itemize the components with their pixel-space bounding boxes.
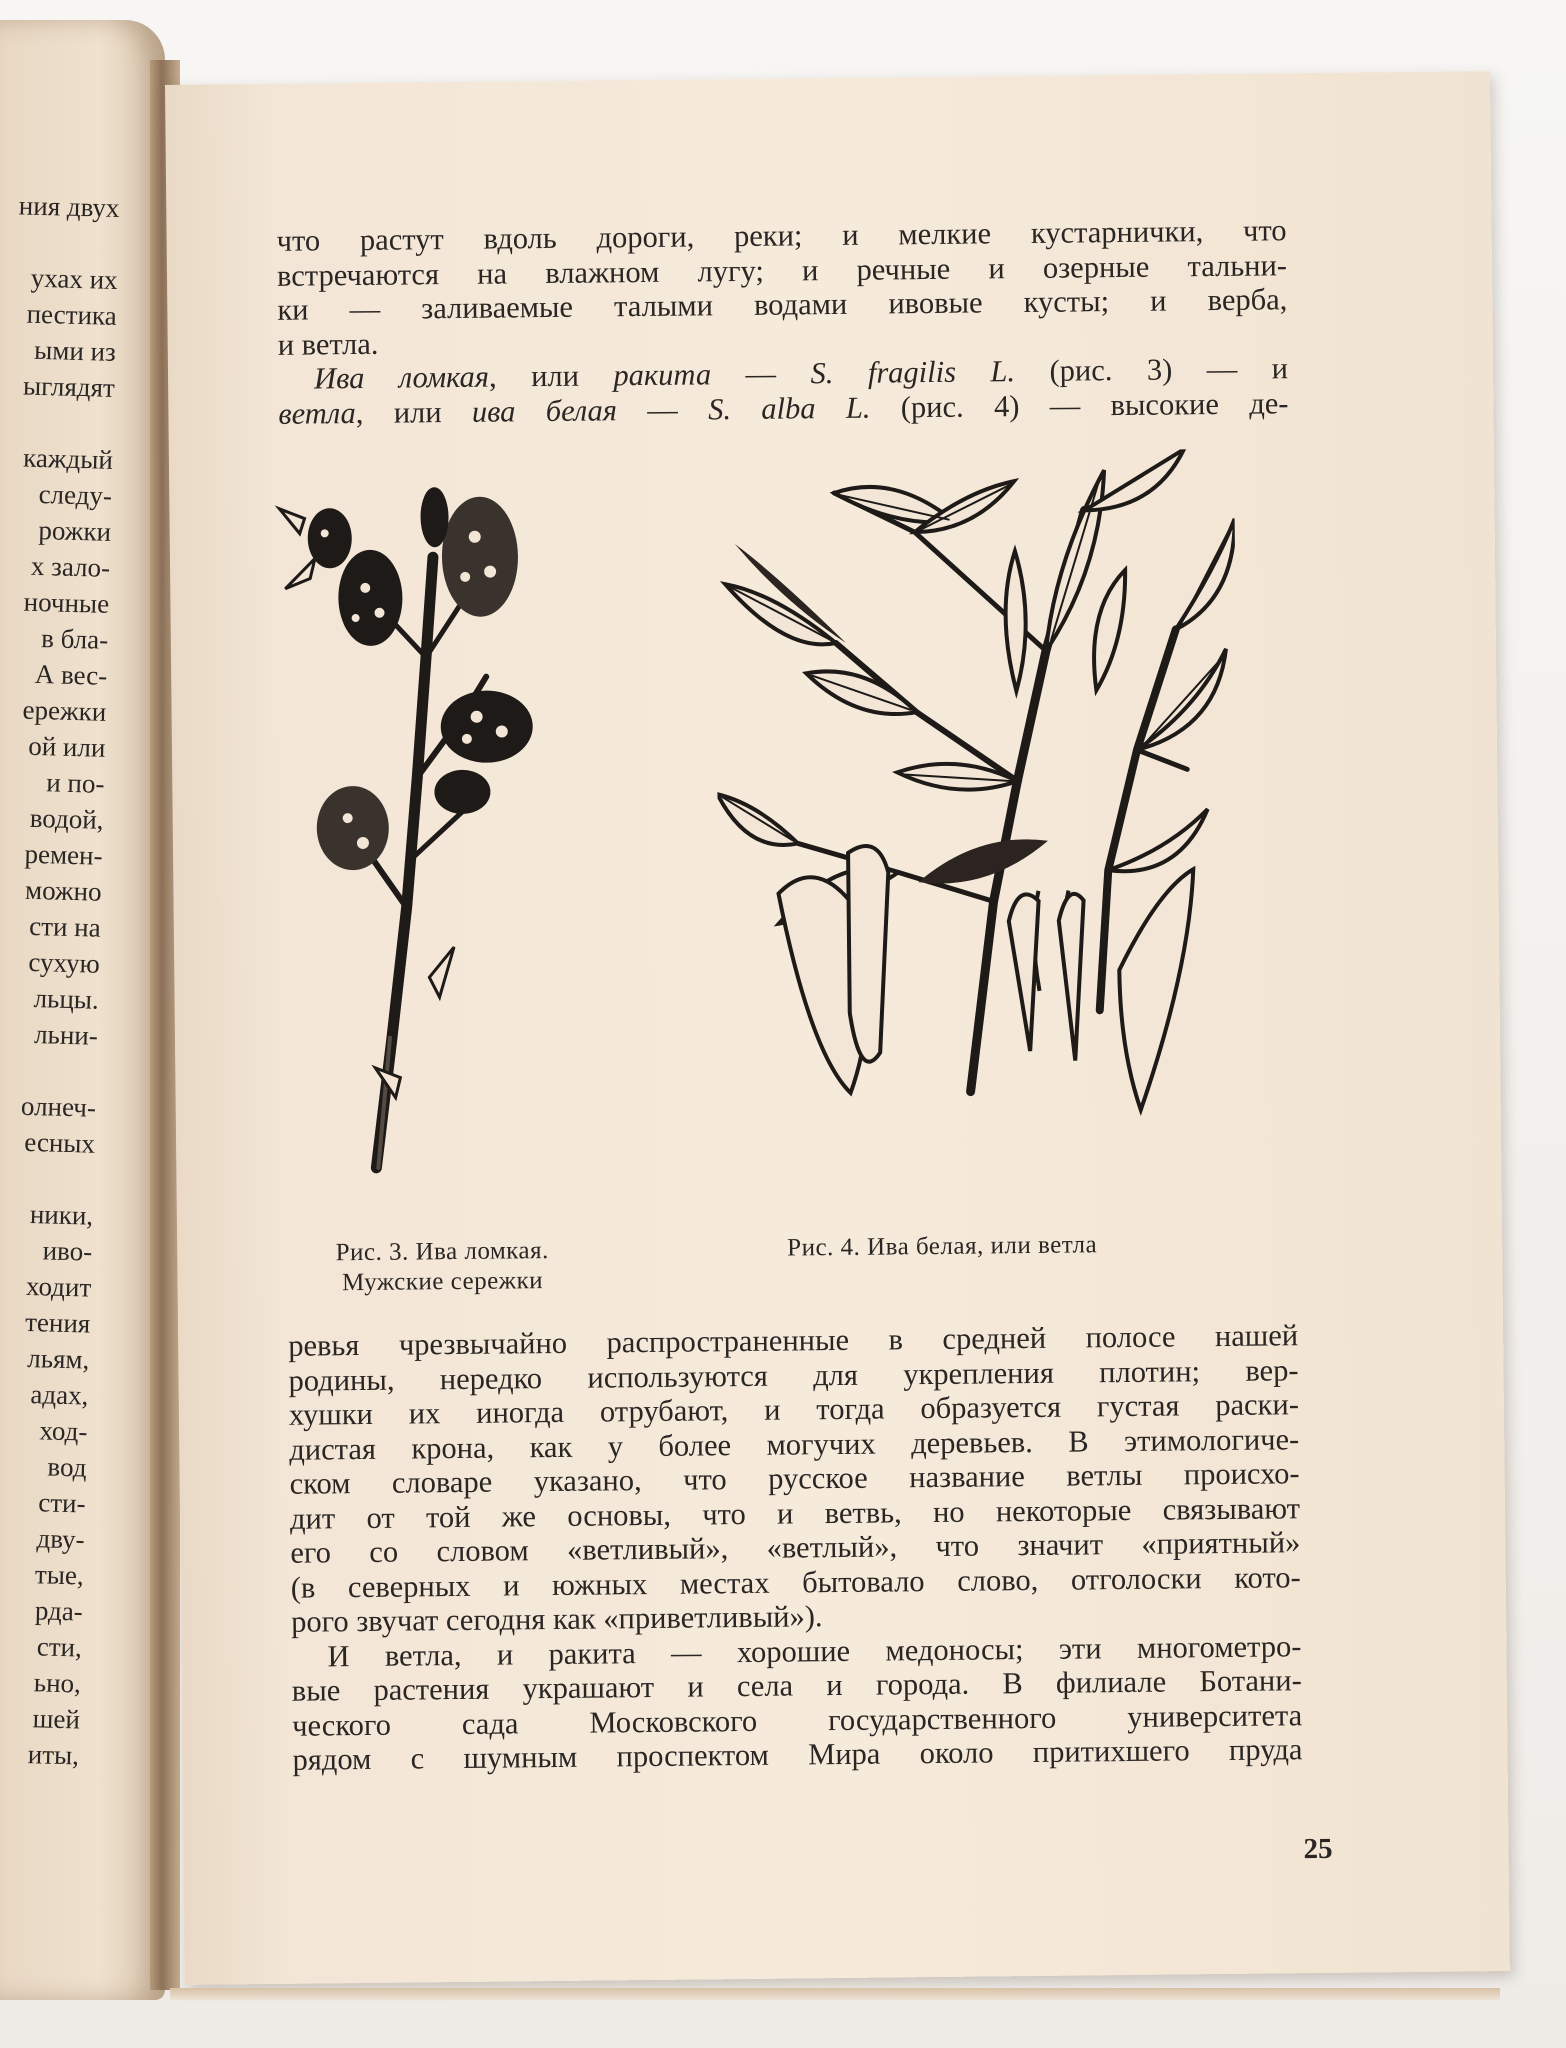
text-line: хушки их иногда отрубают, и тогда образуется густая раски- — [288, 1387, 1300, 1432]
left-page-line: дву- — [36, 1523, 86, 1555]
left-page-line: ережки — [22, 694, 107, 727]
left-page-line: иты, — [27, 1739, 80, 1771]
left-page-line: иво- — [42, 1235, 93, 1267]
text-line: родины, нередко используются для укрепления плотин; вер- — [288, 1352, 1299, 1398]
text-line: ревья чрезвычайно распространенные в средней полосе нашей — [288, 1318, 1299, 1363]
left-page-line: водой, — [29, 802, 104, 835]
left-page-line: ремен- — [24, 838, 103, 871]
text-line: ском словаре указано, что русское название ветлы происхо- — [289, 1456, 1300, 1501]
left-page-line: ники, — [29, 1198, 94, 1231]
left-page-line: и по- — [45, 767, 105, 799]
paragraph-bottom — [288, 1318, 1303, 1777]
left-page-line: тые, — [34, 1559, 85, 1591]
species-name: ракита — [613, 357, 712, 393]
left-page-line: ночные — [23, 586, 110, 619]
text-span: — — [710, 356, 811, 392]
right-page — [165, 71, 1510, 1985]
left-page-line: х зало- — [30, 550, 111, 583]
text-span: , или — [355, 394, 473, 430]
text-line: И ветла, и ракита — хорошие медоносы; эти многометро- — [327, 1628, 1302, 1673]
left-page-line: ыглядят — [22, 370, 116, 403]
text-span: , или — [488, 358, 614, 394]
text-line: дит от той же основы, что и ветвь, но некоторые связывают — [289, 1490, 1301, 1536]
text-span: (рис. 3) — и — [1014, 351, 1289, 389]
left-page-line: ния двух — [18, 190, 120, 223]
text-line: дистая крона, как у более могучих деревьев. В этимологиче- — [289, 1421, 1300, 1467]
left-page-line: шей — [32, 1703, 81, 1735]
figure-3-illustration — [274, 476, 581, 1179]
text-line: ческого сада Московского государственного университета — [292, 1697, 1303, 1743]
left-page-line: тения — [24, 1306, 91, 1339]
left-page-line: адах, — [30, 1379, 89, 1411]
left-page-line: льям, — [26, 1342, 90, 1375]
left-page-line: вод — [47, 1451, 87, 1483]
left-page-line: следу- — [38, 478, 113, 511]
left-page-line: А вес- — [34, 658, 108, 691]
figure-4-caption: Рис. 4. Ива белая, или ветла — [787, 1231, 1098, 1262]
text-span: — — [616, 391, 709, 427]
text-line: вые растения украшают и села и города. В филиале Ботани- — [291, 1663, 1302, 1708]
left-page-line: ой или — [27, 730, 106, 763]
left-page-line: ухах их — [30, 262, 119, 295]
caption-line: Рис. 3. Ива ломкая. — [335, 1237, 549, 1267]
left-page-line: льцы. — [33, 983, 100, 1015]
figure-4-illustration — [714, 449, 1241, 1154]
text-line: и ветла. — [277, 326, 379, 362]
left-page-line: ыми из — [33, 334, 117, 367]
text-line: ки — заливаемые талыми водами ивовые кусты; и верба, — [277, 282, 1288, 327]
figure-3-caption — [277, 1235, 608, 1298]
left-page-line — [0, 403, 114, 442]
species-name: Ива ломкая — [313, 359, 490, 396]
left-page-line: олнеч- — [20, 1090, 97, 1123]
species-name: ива белая — [471, 392, 618, 429]
left-page-line: можно — [24, 874, 103, 907]
left-page-line — [0, 1159, 95, 1198]
page-number: 25 — [1303, 1832, 1333, 1866]
text-line: рядом с шумным проспектом Мира около притихшего пруда — [292, 1732, 1303, 1777]
left-page-line — [0, 1051, 97, 1090]
left-page-line: сти на — [28, 910, 102, 943]
left-page-line: сти- — [37, 1487, 86, 1519]
left-page-line: сухую — [28, 946, 101, 979]
left-page-line: пестика — [26, 298, 118, 331]
left-page-line: есных — [23, 1126, 96, 1159]
text-line: что растут вдоль дороги, реки; и мелкие кустарнички, что — [276, 213, 1287, 258]
left-page-line — [0, 223, 119, 262]
latin-name: S. fragilis L. — [810, 354, 1016, 391]
left-page-line: ьно, — [33, 1667, 82, 1699]
latin-name: S. alba L. — [707, 390, 871, 426]
left-page-line: льни- — [33, 1019, 99, 1051]
text-line: его со словом «ветливый», «ветлый», что значит «приятный» — [290, 1525, 1301, 1570]
species-name: ветла — [278, 395, 356, 431]
left-page-line: ходит — [25, 1270, 92, 1303]
text-line: (в северных и южных местах бытовало слово, отголоски кото- — [290, 1559, 1301, 1605]
left-page-text — [0, 187, 120, 1774]
left-page-line: в бла- — [40, 623, 109, 655]
left-page-line: рожки — [38, 514, 112, 547]
left-page-line: сти, — [36, 1631, 83, 1663]
caption-line: Мужские сережки — [341, 1267, 544, 1297]
left-page-line: рда- — [34, 1595, 84, 1627]
left-page-line: каждый — [22, 442, 114, 475]
text-line: встречаются на влажном лугу; и речные и озерные тальни- — [276, 247, 1288, 293]
left-page — [0, 20, 165, 2000]
left-page-line: ход- — [39, 1415, 88, 1447]
text-line: рого звучат сегодня как «приветливый»). — [290, 1599, 823, 1639]
paragraph-top — [276, 213, 1288, 431]
page-bottom-edge — [170, 1988, 1500, 2000]
text-span: (рис. 4) — высокие де- — [870, 385, 1289, 425]
